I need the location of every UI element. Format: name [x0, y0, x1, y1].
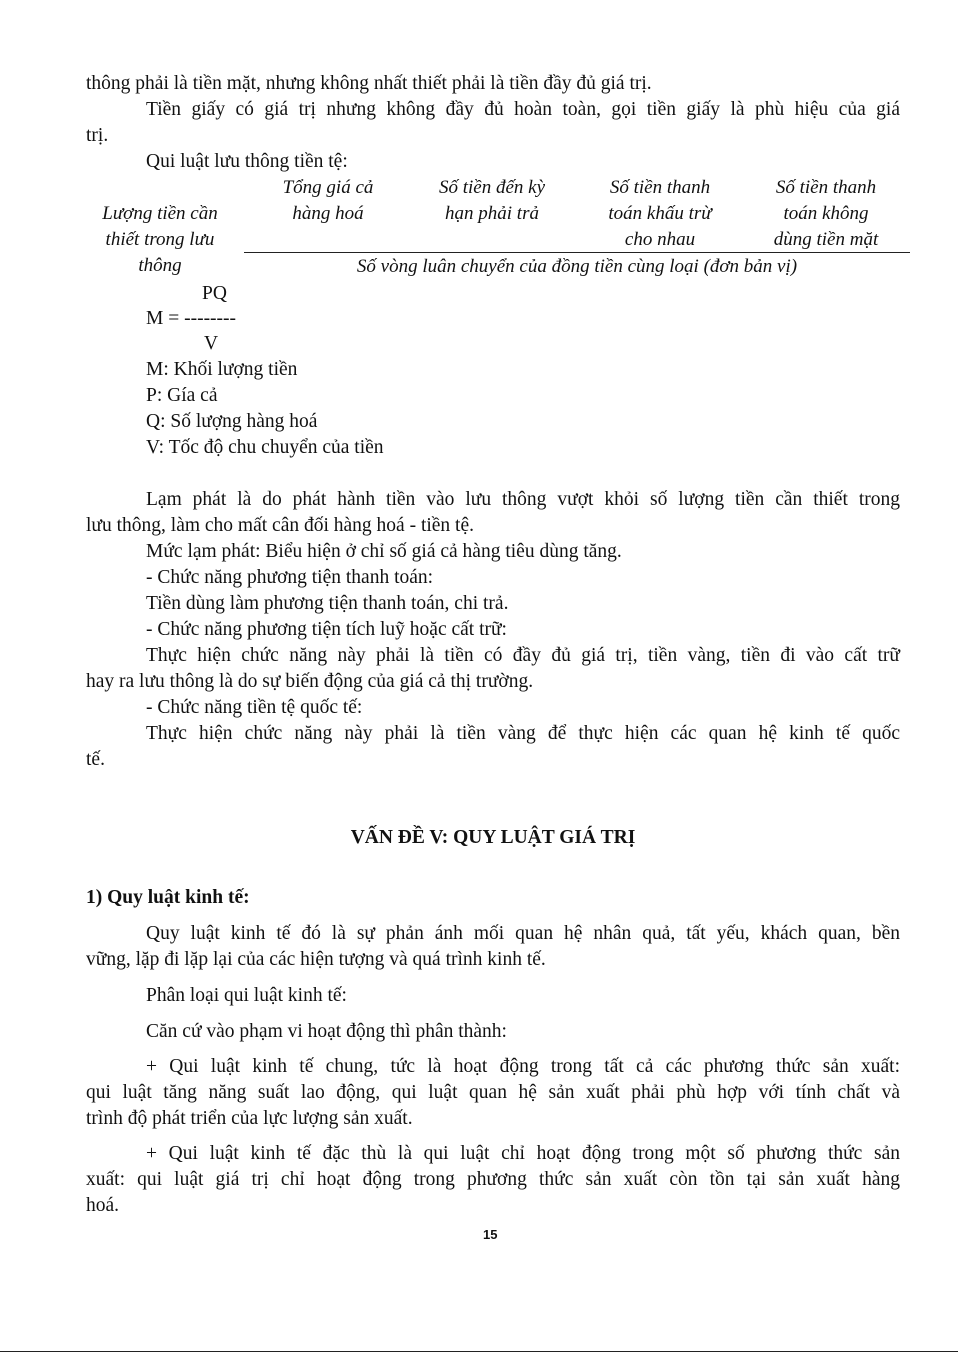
- inflation-line-1: Lạm phát là do phát hành tiền vào lưu thông vượt khỏi số lượng tiền cần thiết trong: [146, 489, 900, 510]
- term-total-price-1: Tổng giá cả: [282, 177, 374, 198]
- definition-q: Q: Số lượng hàng hoá: [146, 411, 318, 432]
- payment-description: Tiền dùng làm phương tiện thanh toán, chi trả.: [146, 593, 509, 614]
- term-noncash-payments-1: Số tiền thanh: [775, 177, 877, 198]
- specific-law-line-1: + Qui luật kinh tế đặc thù là qui luật chỉ hoạt động trong một số phương thức sản: [146, 1143, 900, 1164]
- term-noncash-payments-2: toán không: [783, 203, 869, 224]
- intro-line-1: thông phải là tiền mặt, nhưng không nhất thiết phải là tiền đầy đủ giá trị.: [86, 73, 652, 94]
- left-label-line-1: Lượng tiền cần: [102, 203, 218, 224]
- law-heading: Qui luật lưu thông tiền tệ:: [146, 151, 348, 172]
- payment-function: - Chức năng phương tiện thanh toán:: [146, 567, 434, 588]
- classify-line: Phân loại qui luật kinh tế:: [146, 985, 347, 1006]
- fraction-bar: [244, 252, 910, 253]
- term-offset-payments-3: cho nhau: [624, 229, 696, 250]
- formula-denominator: V: [204, 333, 219, 354]
- left-label-line-3: thông: [138, 255, 182, 276]
- section-subheading: 1) Quy luật kinh tế:: [86, 887, 250, 908]
- intl-desc-line-2: tế.: [86, 749, 105, 770]
- left-label-line-2: thiết trong lưu: [105, 229, 215, 250]
- storage-desc-line-1: Thực hiện chức năng này phải là tiền có đầy đủ giá trị, tiền vàng, tiền đi vào cất trữ: [146, 645, 900, 666]
- inflation-level: Mức lạm phát: Biểu hiện ở chỉ số giá cả hàng tiêu dùng tăng.: [146, 541, 622, 562]
- definition-p: P: Gía cả: [146, 385, 218, 406]
- storage-desc-line-2: hay ra lưu thông là do sự biến động của giá cả thị trường.: [86, 671, 534, 692]
- general-law-line-1: + Qui luật kinh tế chung, tức là hoạt động trong tất cả các phương thức sản xuất:: [146, 1056, 900, 1077]
- section-title: VẤN ĐỀ V: QUY LUẬT GIÁ TRỊ: [350, 827, 636, 848]
- basis-line: Căn cứ vào phạm vi hoạt động thì phân thành:: [146, 1021, 507, 1042]
- specific-law-line-3: hoá.: [86, 1195, 120, 1216]
- econ-law-def-line-2: vững, lặp đi lặp lại của các hiện tượng và quá trình kinh tế.: [86, 949, 546, 970]
- intl-function: - Chức năng tiền tệ quốc tế:: [146, 697, 363, 718]
- formula-numerator: PQ: [202, 283, 227, 304]
- term-total-price-2: hàng hoá: [292, 203, 364, 224]
- storage-function: - Chức năng phương tiện tích luỹ hoặc cất trữ:: [146, 619, 507, 640]
- definition-m: M: Khối lượng tiền: [146, 359, 298, 380]
- bottom-border: [0, 1351, 958, 1352]
- page-number: 15: [483, 1227, 498, 1242]
- intl-desc-line-1: Thực hiện chức năng này phải là tiền vàng để thực hiện các quan hệ kinh tế quốc: [146, 723, 900, 744]
- term-offset-payments-1: Số tiền thanh: [609, 177, 711, 198]
- intro-line-2: Tiền giấy có giá trị nhưng không đầy đủ hoàn toàn, gọi tiền giấy là phù hiệu của giá: [146, 99, 900, 120]
- term-noncash-payments-3: dùng tiền mặt: [773, 229, 879, 250]
- formula-lhs: M = --------: [146, 308, 237, 329]
- specific-law-line-2: xuất: qui luật giá trị chỉ hoạt động trong phương thức sản xuất còn tồn tại sản xuất hàng: [86, 1169, 900, 1190]
- term-due-payments-1: Số tiền đến kỳ: [438, 177, 546, 198]
- term-due-payments-2: hạn phải trả: [445, 203, 539, 224]
- fraction-denominator: Số vòng luân chuyển của đồng tiền cùng loại (đơn bản vị): [356, 256, 798, 277]
- general-law-line-2: qui luật tăng năng suất lao động, qui luật quan hệ sản xuất phải phù hợp với tính chất và: [86, 1082, 900, 1103]
- definition-v: V: Tốc độ chu chuyển của tiền: [146, 437, 384, 458]
- general-law-line-3: trình độ phát triển của lực lượng sản xuất.: [86, 1108, 413, 1129]
- intro-line-3: trị.: [86, 125, 109, 146]
- econ-law-def-line-1: Quy luật kinh tế đó là sự phản ánh mối quan hệ nhân quả, tất yếu, khách quan, bền: [146, 923, 900, 944]
- term-offset-payments-2: toán khấu trừ: [608, 203, 712, 224]
- inflation-line-2: lưu thông, làm cho mất cân đối hàng hoá - tiền tệ.: [86, 515, 475, 536]
